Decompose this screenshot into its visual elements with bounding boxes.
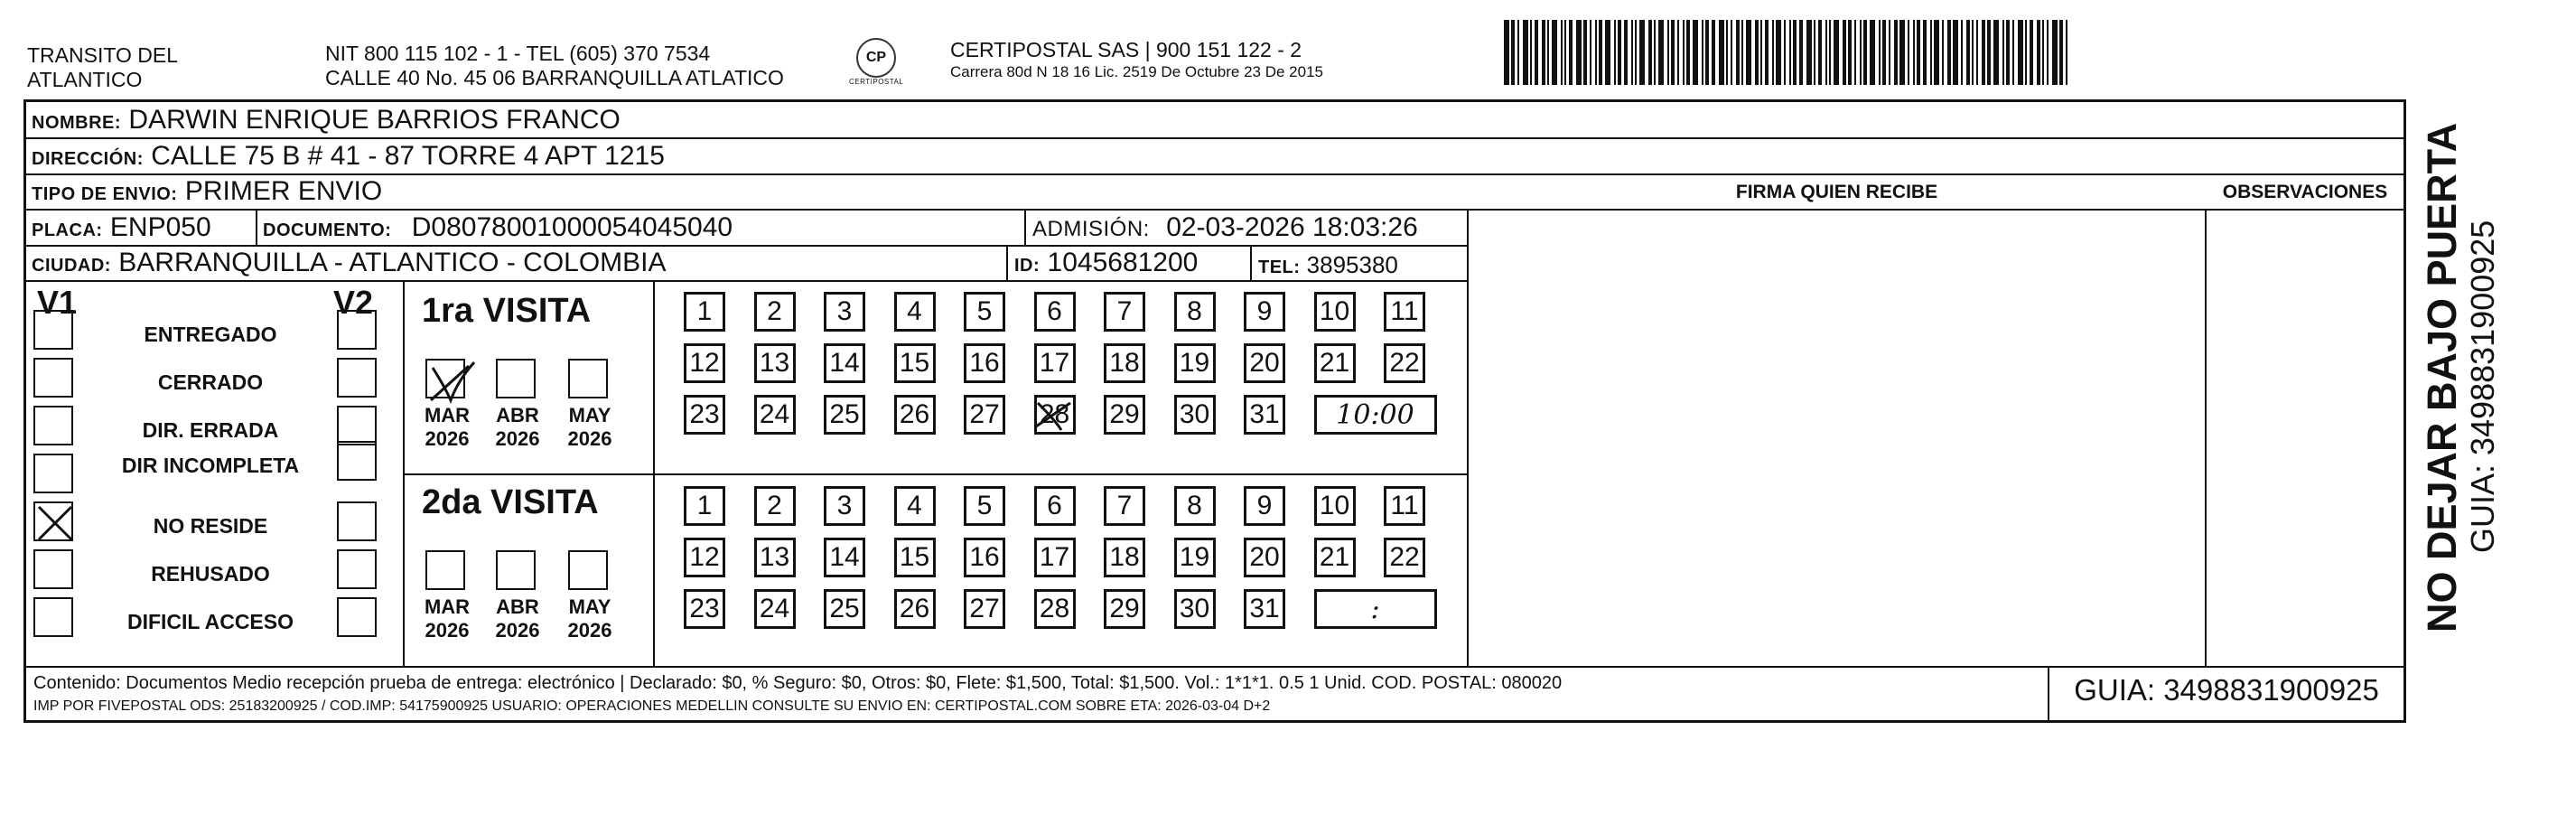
day-box-4[interactable]: 4 bbox=[894, 292, 936, 332]
barcode-bar bbox=[1789, 20, 1791, 85]
day-box-31[interactable]: 31 bbox=[1244, 589, 1285, 629]
barcode-bar bbox=[1605, 20, 1610, 85]
barcode-bar bbox=[1542, 20, 1545, 85]
barcode-bar bbox=[1934, 20, 1939, 85]
status-label: ENTREGADO bbox=[144, 323, 277, 346]
status-label: DIR INCOMPLETA bbox=[121, 454, 300, 477]
barcode-bar bbox=[1799, 20, 1803, 85]
barcode-bar bbox=[1806, 20, 1812, 85]
barcode-bar bbox=[1631, 20, 1633, 85]
barcode-bar bbox=[1908, 20, 1909, 85]
day-box-2[interactable]: 2 bbox=[754, 292, 796, 332]
barcode-bar bbox=[2047, 20, 2049, 85]
day-box-16[interactable]: 16 bbox=[964, 538, 1005, 577]
day-box-27[interactable]: 27 bbox=[964, 589, 1005, 629]
day-box-9[interactable]: 9 bbox=[1244, 486, 1285, 526]
day-box-23[interactable]: 23 bbox=[684, 589, 725, 629]
v2-checkbox[interactable] bbox=[337, 441, 377, 481]
day-box-31[interactable]: 31 bbox=[1244, 395, 1285, 435]
barcode-bar bbox=[1671, 20, 1675, 85]
placa-label: PLACA: bbox=[32, 220, 103, 240]
admision-value: 02-03-2026 18:03:26 bbox=[1166, 212, 1418, 242]
day-box-16[interactable]: 16 bbox=[964, 343, 1005, 383]
v1-checkbox[interactable] bbox=[33, 597, 73, 637]
month-name: MAR bbox=[424, 404, 471, 426]
placa-row bbox=[32, 212, 211, 246]
month-checkbox[interactable] bbox=[496, 550, 536, 590]
barcode-bar bbox=[1635, 20, 1637, 85]
barcode-bar bbox=[1564, 20, 1566, 85]
day-box-18[interactable]: 18 bbox=[1104, 343, 1145, 383]
month-label bbox=[563, 404, 617, 451]
barcode-bar bbox=[1677, 20, 1679, 85]
barcode-bar bbox=[1993, 20, 1999, 85]
barcode-bar bbox=[1834, 20, 1839, 85]
admision-row bbox=[1032, 212, 1418, 245]
time-box[interactable]: 10:00 bbox=[1314, 395, 1437, 435]
status-label: DIFICIL ACCESO bbox=[126, 610, 294, 633]
barcode-bar bbox=[1523, 20, 1528, 85]
status-label: NO RESIDE bbox=[153, 514, 268, 538]
month-checkbox[interactable] bbox=[568, 550, 608, 590]
delivery-form bbox=[23, 99, 2406, 723]
day-box-10[interactable]: 10 bbox=[1314, 486, 1356, 526]
day-box-18[interactable]: 18 bbox=[1104, 538, 1145, 577]
day-box-12[interactable]: 12 bbox=[684, 538, 725, 577]
carrier-line2: Carrera 80d N 18 16 Lic. 2519 De Octubre 23 De 2015 bbox=[950, 63, 1323, 80]
barcode-bar bbox=[1870, 20, 1875, 85]
month-checkbox[interactable] bbox=[425, 550, 465, 590]
barcode-bar bbox=[1793, 20, 1797, 85]
logo-icon: CP bbox=[856, 38, 896, 78]
barcode-bar bbox=[1576, 20, 1582, 85]
day-box-6[interactable]: 6 bbox=[1034, 486, 1076, 526]
barcode-bar bbox=[1966, 20, 1970, 85]
status-label: REHUSADO bbox=[151, 562, 270, 585]
barcode-bar bbox=[1624, 20, 1628, 85]
barcode-bar bbox=[1511, 20, 1515, 85]
day-box-7[interactable]: 7 bbox=[1104, 292, 1145, 332]
admision-label: ADMISIÓN: bbox=[1032, 217, 1150, 241]
month-year: 2026 bbox=[567, 619, 612, 642]
barcode-bar bbox=[1889, 20, 1890, 85]
day-box-25[interactable]: 25 bbox=[824, 395, 865, 435]
barcode-bar bbox=[1899, 20, 1905, 85]
day-box-13[interactable]: 13 bbox=[754, 343, 796, 383]
barcode-bar bbox=[1702, 20, 1703, 85]
barcode-bar bbox=[1882, 20, 1886, 85]
status-label: CERRADO bbox=[157, 370, 264, 394]
firma-header: FIRMA QUIEN RECIBE bbox=[1735, 182, 1938, 202]
day-box-6[interactable]: 6 bbox=[1034, 292, 1076, 332]
barcode-bar bbox=[1942, 20, 1944, 85]
barcode-bar bbox=[1982, 20, 1985, 85]
barcode-bar bbox=[1590, 20, 1591, 85]
month-label bbox=[490, 595, 545, 642]
logo-text: CERTIPOSTAL bbox=[849, 78, 904, 86]
status-label: DIR. ERRADA bbox=[142, 418, 279, 442]
day-box-4[interactable]: 4 bbox=[894, 486, 936, 526]
barcode-bar bbox=[1860, 20, 1862, 85]
day-box-19[interactable]: 19 bbox=[1174, 343, 1216, 383]
day-box-12[interactable]: 12 bbox=[684, 343, 725, 383]
barcode-bar bbox=[1972, 20, 1974, 85]
barcode-bar bbox=[1930, 20, 1932, 85]
observaciones-header: OBSERVACIONES bbox=[2222, 182, 2388, 202]
day-box-15[interactable]: 15 bbox=[894, 343, 936, 383]
carrier-line1: CERTIPOSTAL SAS | 900 151 122 - 2 bbox=[950, 38, 1302, 61]
v1-label: V1 bbox=[37, 284, 78, 321]
carrier-info bbox=[950, 38, 1323, 82]
day-box-30[interactable]: 30 bbox=[1174, 589, 1216, 629]
barcode-bar bbox=[1784, 20, 1786, 85]
barcode-bar bbox=[1829, 20, 1831, 85]
barcode-bar bbox=[1693, 20, 1698, 85]
month-year: 2026 bbox=[495, 619, 540, 642]
barcode-bar bbox=[1705, 20, 1709, 85]
day-box-29[interactable]: 29 bbox=[1104, 589, 1145, 629]
id-label: ID: bbox=[1014, 256, 1041, 276]
month-name: MAR bbox=[424, 595, 471, 618]
placa-value: ENP050 bbox=[109, 212, 211, 242]
day-box-14[interactable]: 14 bbox=[824, 538, 865, 577]
v2-checkbox[interactable] bbox=[337, 406, 377, 445]
barcode-bar bbox=[1517, 20, 1519, 85]
month-label bbox=[420, 404, 474, 451]
id-value: 1045681200 bbox=[1047, 248, 1199, 277]
month-year: 2026 bbox=[567, 427, 612, 450]
barcode-bar bbox=[1818, 20, 1822, 85]
barcode-bar bbox=[2012, 20, 2014, 85]
day-box-23[interactable]: 23 bbox=[684, 395, 725, 435]
time-box[interactable]: : bbox=[1314, 589, 1437, 629]
tel-row bbox=[1258, 249, 1398, 283]
day-box-20[interactable]: 20 bbox=[1244, 343, 1285, 383]
day-box-21[interactable]: 21 bbox=[1314, 343, 1356, 383]
day-box-28[interactable]: 28 bbox=[1034, 589, 1076, 629]
barcode-bar bbox=[1854, 20, 1856, 85]
nombre-value: DARWIN ENRIQUE BARRIOS FRANCO bbox=[128, 105, 621, 135]
direccion-row bbox=[32, 141, 665, 174]
barcode-bar bbox=[1843, 20, 1846, 85]
barcode-bar bbox=[1547, 20, 1549, 85]
month-checkbox[interactable] bbox=[425, 359, 465, 398]
day-box-22[interactable]: 22 bbox=[1384, 538, 1425, 577]
day-box-9[interactable]: 9 bbox=[1244, 292, 1285, 332]
day-box-5[interactable]: 5 bbox=[964, 486, 1005, 526]
day-box-17[interactable]: 17 bbox=[1034, 343, 1076, 383]
barcode-bar bbox=[2006, 20, 2010, 85]
day-box-28[interactable]: 28 bbox=[1034, 395, 1076, 435]
day-box-5[interactable]: 5 bbox=[964, 292, 1005, 332]
v2-label: V2 bbox=[333, 284, 374, 321]
barcode-bar bbox=[1552, 20, 1557, 85]
day-box-24[interactable]: 24 bbox=[754, 395, 796, 435]
barcode-bar bbox=[1686, 20, 1690, 85]
month-label bbox=[420, 595, 474, 642]
direccion-label: DIRECCIÓN: bbox=[32, 149, 144, 169]
day-box-29[interactable]: 29 bbox=[1104, 395, 1145, 435]
tel-label: TEL: bbox=[1258, 258, 1301, 277]
day-box-22[interactable]: 22 bbox=[1384, 343, 1425, 383]
barcode-bar bbox=[1894, 20, 1898, 85]
v2-checkbox[interactable] bbox=[337, 597, 377, 637]
month-checkbox[interactable] bbox=[496, 359, 536, 398]
barcode-bar bbox=[1639, 20, 1645, 85]
v1-checkbox[interactable] bbox=[33, 501, 73, 541]
barcode-bar bbox=[1947, 20, 1951, 85]
day-box-17[interactable]: 17 bbox=[1034, 538, 1076, 577]
v2-checkbox[interactable] bbox=[337, 549, 377, 589]
v2-checkbox[interactable] bbox=[337, 501, 377, 541]
month-name: MAY bbox=[568, 404, 611, 426]
month-name: ABR bbox=[496, 404, 539, 426]
direccion-value: CALLE 75 B # 41 - 87 TORRE 4 APT 1215 bbox=[151, 141, 665, 171]
barcode-bar bbox=[2025, 20, 2027, 85]
day-box-21[interactable]: 21 bbox=[1314, 538, 1356, 577]
sender-address: CALLE 40 No. 45 06 BARRANQUILLA ATLATICO bbox=[325, 66, 784, 89]
sender-name-line2: ATLANTICO bbox=[27, 68, 143, 91]
tipo-value: PRIMER ENVIO bbox=[184, 176, 383, 206]
day-box-26[interactable]: 26 bbox=[894, 589, 936, 629]
barcode-bar bbox=[1953, 20, 1958, 85]
footer-print-line: IMP POR FIVEPOSTAL ODS: 25183200925 / COD.IMP: 54175900925 USUARIO: OPERACIONES MEDELLIN CONSULTE SU ENVIO EN: CERTIPOSTAL.COM SOBRE ETA: 2026-03-04 D+2 bbox=[33, 698, 1271, 714]
day-box-2[interactable]: 2 bbox=[754, 486, 796, 526]
barcode-bar bbox=[1726, 20, 1728, 85]
barcode-bar bbox=[2002, 20, 2004, 85]
day-box-1[interactable]: 1 bbox=[684, 292, 725, 332]
barcode-bar bbox=[1760, 20, 1762, 85]
footer-content-line: Contenido: Documentos Medio recepción prueba de entrega: electrónico | Declarado: $0, % Seguro: $0, Otros: $0, Flete: $1,500, Total: $1,500. Vol.: 1*1*1. 0.5 1 Unid. COD. POSTAL: 080020 bbox=[33, 673, 1563, 693]
day-box-3[interactable]: 3 bbox=[824, 486, 865, 526]
day-box-3[interactable]: 3 bbox=[824, 292, 865, 332]
v1-checkbox[interactable] bbox=[33, 310, 73, 350]
nombre-row bbox=[32, 105, 621, 138]
tel-value: 3895380 bbox=[1306, 251, 1398, 278]
nombre-label: NOMBRE: bbox=[32, 113, 122, 133]
month-name: ABR bbox=[496, 595, 539, 618]
month-label bbox=[490, 404, 545, 451]
barcode-bar bbox=[1746, 20, 1751, 85]
barcode-bar bbox=[1618, 20, 1621, 85]
barcode-bar bbox=[2030, 20, 2033, 85]
day-box-8[interactable]: 8 bbox=[1174, 292, 1216, 332]
barcode-bar bbox=[1741, 20, 1743, 85]
barcode-bar bbox=[2018, 20, 2023, 85]
guia-box: GUIA: 3498831900925 bbox=[2074, 673, 2379, 707]
documento-row bbox=[263, 212, 733, 246]
barcode-bar bbox=[1561, 20, 1563, 85]
documento-value: D08078001000054045040 bbox=[411, 212, 733, 242]
barcode-bar bbox=[1755, 20, 1759, 85]
barcode-bar bbox=[1583, 20, 1587, 85]
barcode-bar bbox=[1987, 20, 1991, 85]
v2-checkbox[interactable] bbox=[337, 358, 377, 398]
day-box-11[interactable]: 11 bbox=[1384, 292, 1425, 332]
day-box-7[interactable]: 7 bbox=[1104, 486, 1145, 526]
ciudad-label: CIUDAD: bbox=[32, 256, 111, 276]
barcode-bar bbox=[1658, 20, 1664, 85]
v1-checkbox[interactable] bbox=[33, 454, 73, 493]
documento-label: DOCUMENTO: bbox=[263, 220, 392, 240]
month-name: MAY bbox=[568, 595, 611, 618]
barcode-bar bbox=[1535, 20, 1538, 85]
barcode-bar bbox=[1976, 20, 1978, 85]
day-box-27[interactable]: 27 bbox=[964, 395, 1005, 435]
ciudad-row bbox=[32, 248, 667, 281]
day-box-1[interactable]: 1 bbox=[684, 486, 725, 526]
day-box-10[interactable]: 10 bbox=[1314, 292, 1356, 332]
barcode-bar bbox=[1569, 20, 1573, 85]
sender-info bbox=[325, 42, 784, 90]
month-checkbox[interactable] bbox=[568, 359, 608, 398]
barcode-bar bbox=[1654, 20, 1656, 85]
day-box-20[interactable]: 20 bbox=[1244, 538, 1285, 577]
sender-nit: NIT 800 115 102 - 1 - TEL (605) 370 7534 bbox=[325, 42, 711, 65]
month-year: 2026 bbox=[495, 427, 540, 450]
barcode-bar bbox=[1599, 20, 1602, 85]
tipo-label: TIPO DE ENVIO: bbox=[32, 184, 178, 204]
barcode-bar bbox=[1765, 20, 1769, 85]
barcode-bar bbox=[1825, 20, 1827, 85]
day-box-25[interactable]: 25 bbox=[824, 589, 865, 629]
barcode-bar bbox=[1595, 20, 1597, 85]
day-box-11[interactable]: 11 bbox=[1384, 486, 1425, 526]
v1-checkbox[interactable] bbox=[33, 406, 73, 445]
barcode-bar bbox=[2037, 20, 2040, 85]
day-box-26[interactable]: 26 bbox=[894, 395, 936, 435]
barcode-bar bbox=[1683, 20, 1685, 85]
barcode-bar bbox=[1863, 20, 1867, 85]
barcode-bar bbox=[1648, 20, 1652, 85]
month-year: 2026 bbox=[425, 619, 470, 642]
barcode-bar bbox=[1917, 20, 1920, 85]
v1-checkbox[interactable] bbox=[33, 549, 73, 589]
day-box-15[interactable]: 15 bbox=[894, 538, 936, 577]
barcode-bar bbox=[2066, 20, 2067, 85]
barcode-bar bbox=[1504, 20, 1509, 85]
barcode-bar bbox=[1530, 20, 1532, 85]
barcode-bar bbox=[1913, 20, 1915, 85]
day-box-30[interactable]: 30 bbox=[1174, 395, 1216, 435]
tipo-row bbox=[32, 176, 382, 210]
barcode-bar bbox=[2059, 20, 2063, 85]
barcode-bar bbox=[1719, 20, 1724, 85]
barcode-bar bbox=[2042, 20, 2044, 85]
v2-checkbox[interactable] bbox=[337, 310, 377, 350]
side-guia-text: GUIA: 3498831900925 bbox=[2464, 220, 2501, 553]
barcode-bar bbox=[1731, 20, 1732, 85]
sender-name-line1: TRANSITO DEL bbox=[27, 43, 178, 67]
month-label bbox=[563, 595, 617, 642]
barcode-bar bbox=[1736, 20, 1740, 85]
barcode-bar bbox=[1879, 20, 1881, 85]
month-year: 2026 bbox=[425, 427, 470, 450]
sender-name bbox=[27, 43, 178, 92]
certipostal-logo bbox=[849, 38, 903, 86]
id-row bbox=[1014, 248, 1198, 281]
barcode-bar bbox=[1614, 20, 1616, 85]
barcode-bar bbox=[1961, 20, 1963, 85]
barcode-bar bbox=[1772, 20, 1774, 85]
barcode-bar bbox=[1667, 20, 1669, 85]
first-visit-title: 1ra VISITA bbox=[422, 292, 592, 330]
v1-checkbox[interactable] bbox=[33, 358, 73, 398]
day-box-13[interactable]: 13 bbox=[754, 538, 796, 577]
day-box-19[interactable]: 19 bbox=[1174, 538, 1216, 577]
ciudad-value: BARRANQUILLA - ATLANTICO - COLOMBIA bbox=[118, 248, 667, 277]
day-box-8[interactable]: 8 bbox=[1174, 486, 1216, 526]
day-box-14[interactable]: 14 bbox=[824, 343, 865, 383]
second-visit-title: 2da VISITA bbox=[422, 483, 599, 521]
no-dejar-bajo-puerta-text: NO DEJAR BAJO PUERTA bbox=[2419, 122, 2465, 632]
barcode-bar bbox=[1814, 20, 1815, 85]
barcode bbox=[1504, 20, 2226, 85]
barcode-bar bbox=[1776, 20, 1781, 85]
day-box-24[interactable]: 24 bbox=[754, 589, 796, 629]
barcode-bar bbox=[2052, 20, 2058, 85]
barcode-bar bbox=[1712, 20, 1715, 85]
barcode-bar bbox=[1848, 20, 1852, 85]
barcode-bar bbox=[1923, 20, 1927, 85]
